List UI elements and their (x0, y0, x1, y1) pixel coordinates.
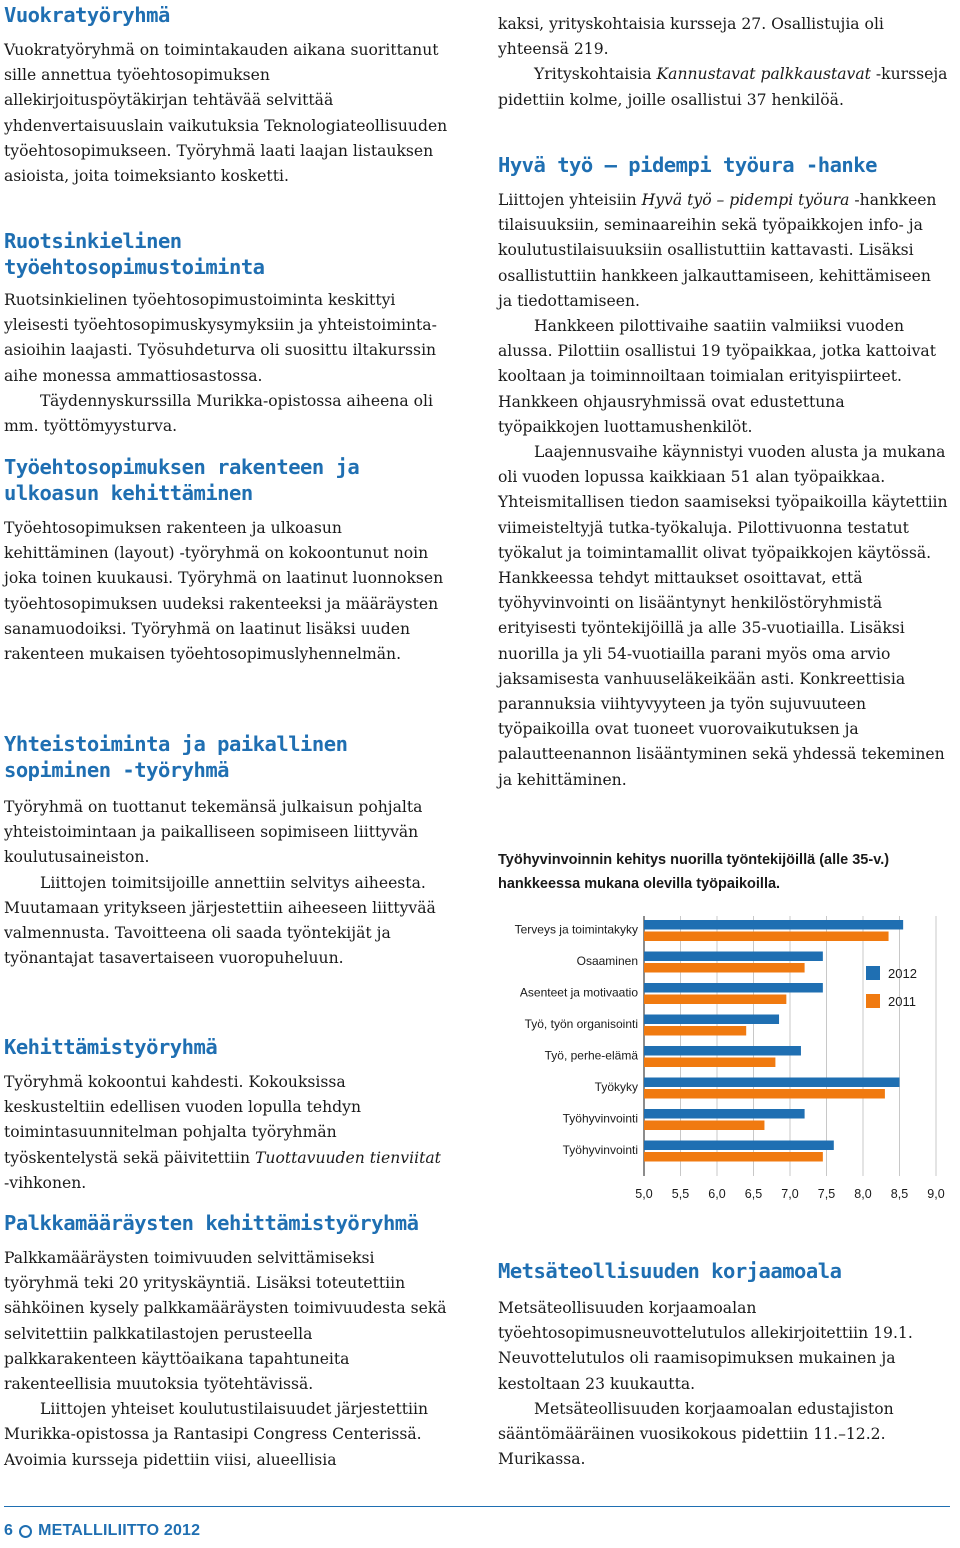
text: -kursseja pidettiin kolme, joille osallistui 37 henkilöä. (498, 65, 948, 109)
tick-label: 7,0 (781, 1187, 799, 1200)
paragraph: Hankkeen pilottivaihe saatiin valmiiksi vuoden alussa. Pilottiin osallistui 19 työpaikkaa, jotka kattoivat kooltaan ja toiminnoiltaan toimialan erityispiirteet. Hankkeen ohjausryhmissä ovat edustettuna työpaikkojen luottamushenkilöt. (498, 317, 936, 436)
legend-label: 2012 (888, 966, 917, 981)
chart-bars (644, 920, 903, 1162)
paragraph: kaksi, yrityskohtaisia kursseja 27. Osallistujia oli yhteensä 219. (498, 15, 884, 59)
bar-2011 (644, 963, 805, 973)
legend-swatch (866, 966, 880, 980)
paragraph: Ruotsinkielinen työehtosopimustoiminta keskittyi yleisesti työehtosopimuskysymyksiin ja yhteistoiminta-asioihin laajasti. Työsuhdeturva oli suosittu iltakurssin aihe monessa ammattiosastossa. (4, 291, 437, 385)
tick-label: 9,0 (927, 1187, 945, 1200)
bar-2011 (644, 1026, 746, 1036)
bar-2012 (644, 1046, 801, 1056)
bar-2012 (644, 952, 823, 962)
bar-2012 (644, 1015, 779, 1025)
paragraph: Työehtosopimuksen rakenteen ja ulkoasun kehittäminen (layout) -työryhmä on kokoontunut noin joka toinen kuukausi. Työryhmä on laatinut luonnoksen työehtosopimuksen uudeksi rakenteeksi ja määräysten sanamuodoiksi. Työryhmä on laatinut lisäksi uuden rakenteen mukaisen työehtosopimuslyhennelmän. (4, 519, 444, 664)
section-rakenne (4, 454, 450, 667)
right-column (498, 0, 950, 1500)
tick-label: 5,0 (635, 1187, 653, 1200)
chart-legend (866, 966, 917, 1009)
paragraph (498, 62, 950, 112)
category-label: Työkyky (594, 1080, 638, 1094)
category-label: Työhyvinvointi (562, 1111, 638, 1126)
bar-2011 (644, 1089, 885, 1099)
section-heading: Yhteistoiminta ja paikallinen sopiminen -työryhmä (4, 732, 348, 782)
bar-2012 (644, 1109, 805, 1119)
text: Yrityskohtaisia (534, 65, 657, 84)
bar-2012 (644, 983, 823, 993)
section-metsateollisuus (498, 1258, 950, 1472)
category-label: Työhyvinvointi (562, 1143, 638, 1157)
section-heading: Palkkamääräysten kehittämistyöryhmä (4, 1211, 419, 1235)
tick-label: 8,0 (854, 1187, 872, 1200)
paragraph: Palkkamääräysten toimivuuden selvittämiseksi työryhmä teki 20 yrityskäyntiä. Lisäksi toteutettiin sähköinen kysely palkkamääräysten toimivuudesta sekä selvitettiin palkkatilastojen perusteella palkkarakenteen käyttöaikana tapahtuneita rakenteellisia muutoksia työtehtävissä. (4, 1249, 447, 1394)
section-heading: Vuokratyöryhmä (4, 3, 170, 27)
paragraph: Metsäteollisuuden korjaamoalan edustajiston sääntömääräinen vuosikokous pidettiin 11.–12.2. Murikassa. (498, 1399, 894, 1469)
text: -hankkeen tilaisuuksiin, seminaareihin sekä työpaikkojen info- ja koulutustilaisuuksiin osallistuttiin kattavasti. Lisäksi osallistuttiin hankkeen jalkauttamiseen, kehittämiseen ja tiedottamiseen. (498, 191, 937, 310)
text: -vihkonen. (4, 1173, 87, 1192)
bar-2012 (644, 1141, 834, 1151)
paragraph: Laajennusvaihe käynnistyi vuoden alusta ja mukana oli vuoden lopussa kaikkiaan 51 alan työpaikkaa. Yhteismitallisen tiedon saamiseksi työpaikoilla käytettiin viimeisteltyjä tutka-työkaluja. Pilottivuonna testatut työkalut ja toimintamallit olivat työpaikkojen käytössä. Hankkeessa tehdyt mittaukset osoittavat, että työhyvinvointi on lisääntynyt henkilöstöryhmistä erityisesti työntekijöillä ja alle 35-vuotiailla. Lisäksi nuorilla ja yli 54-vuotiailla parani myös oma arvio jaksamisesta vanhuuseläkeikään asti. Konkreettisia parannuksia viihtyvyyteen ja työn sujuvuuteen työpaikoilla ovat tuoneet vuorovaikutuksen ja palautteenannon lisääntyminen sekä yhdessä tekeminen ja kehittäminen. (498, 443, 948, 789)
tick-label: 5,5 (671, 1187, 690, 1200)
section-heading: Kehittämistyöryhmä (4, 1035, 218, 1059)
chart-category-labels (515, 923, 639, 1158)
category-label: Asenteet ja motivaatio (519, 985, 638, 1000)
text: Työryhmä kokoontui kahdesti. Kokouksissa keskusteltiin edellisen vuoden lopulla tehdyn toimintasuunnitelman pohjalta työryhmän työskentelystä sekä päivitettiin (4, 1073, 361, 1167)
paragraph (498, 188, 950, 314)
paragraph: Täydennyskurssilla Murikka-opistossa aiheena oli mm. työttömyysturva. (4, 391, 433, 436)
legend-label: 2011 (888, 994, 916, 1009)
category-label: Osaaminen (576, 954, 638, 968)
text: Liittojen yhteisiin (498, 191, 642, 209)
paragraph: Vuokratyöryhmä on toimintakauden aikana suorittanut sille annettua työehtosopimuksen allekirjoituspöytäkirjan tehtävää selvittää yhdenvertaisuuslain vaikutuksia Teknologiateollisuuden työehtosopimukseen. Työryhmä laati laajan listauksen asioista, joita toimeksianto kosketti. (4, 41, 448, 186)
paragraph: Työryhmä on tuottanut tekemänsä julkaisun pohjalta yhteistoimintaan ja paikalliseen sopimiseen liittyvän koulutusaineiston. (4, 798, 423, 867)
bar-2011 (644, 995, 786, 1005)
legend-swatch (866, 994, 880, 1008)
chart-title: Työhyvinvoinnin kehitys nuorilla työntekijöillä (alle 35-v.) hankkeessa mukana olevilla työpaikoilla. (498, 852, 890, 892)
section-hyva-tyo (498, 152, 950, 793)
tick-label: 8,5 (890, 1187, 909, 1200)
italic-title: Kannustavat palkkaustavat (656, 65, 871, 84)
section-kehittamistyoryhma (4, 1034, 450, 1196)
tick-label: 7,5 (817, 1187, 836, 1200)
chart-tick-labels (635, 1187, 944, 1200)
section-yhteistoiminta (4, 731, 450, 971)
paragraph: Liittojen yhteiset koulutustilaisuudet järjestettiin Murikka-opistossa ja Rantasipi Congress Centerissä. Avoimia kursseja pidettiin viisi, alueellisia (4, 1400, 429, 1469)
footer-rule (4, 1506, 950, 1507)
chart-caption (498, 848, 950, 896)
circle-icon (19, 1525, 32, 1538)
section-heading: Hyvä työ – pidempi työura -hanke (498, 153, 877, 177)
italic-title: Tuottavuuden tienviitat (255, 1148, 441, 1167)
left-column (4, 0, 450, 1500)
tick-label: 6,0 (708, 1187, 726, 1200)
paragraph: Metsäteollisuuden korjaamoalan työehtosopimusneuvottelutulos allekirjoitettiin 19.1. Neuvottelutulos oli raamisopimuksen mukainen ja kestoltaan 23 kuukautta. (498, 1299, 913, 1393)
paragraph: Liittojen toimitsijoille annettiin selvitys aiheesta. Muutamaan yritykseen järjestettiin aiheeseen liittyvää valmennusta. Tavoitteena oli saada työntekijät ja työnantajat tasavertaiseen vuoropuheluun. (4, 873, 436, 968)
section-heading: Metsäteollisuuden korjaamoala (498, 1259, 842, 1283)
category-label: Työ, perhe-elämä (544, 1048, 638, 1063)
bar-2011 (644, 1058, 775, 1068)
bar-2011 (644, 1121, 764, 1131)
bar-2012 (644, 1078, 900, 1088)
section-heading: Työehtosopimuksen rakenteen ja ulkoasun kehittäminen (4, 455, 360, 505)
section-palkkamaaraykset (4, 1210, 450, 1473)
publication-name: METALLILIITTO 2012 (38, 1522, 201, 1539)
page-footer (0, 1506, 960, 1548)
section-vuokratyoryhma (4, 2, 450, 189)
section-heading: Ruotsinkielinen työehtosopimustoiminta (4, 229, 265, 279)
bar-2011 (644, 1152, 823, 1162)
bar-2011 (644, 932, 889, 942)
bar-chart (498, 900, 950, 1200)
section-continuation (498, 12, 950, 113)
bar-2012 (644, 920, 903, 930)
category-label: Työ, työn organisointi (524, 1017, 638, 1031)
tick-label: 6,5 (744, 1187, 763, 1200)
italic-title: Hyvä työ – pidempi työura (641, 191, 850, 209)
section-ruotsinkielinen (4, 228, 450, 439)
paragraph (4, 1070, 450, 1196)
footer-text (4, 1522, 200, 1540)
page-number: 6 (4, 1522, 14, 1539)
category-label: Terveys ja toimintakyky (514, 922, 638, 937)
